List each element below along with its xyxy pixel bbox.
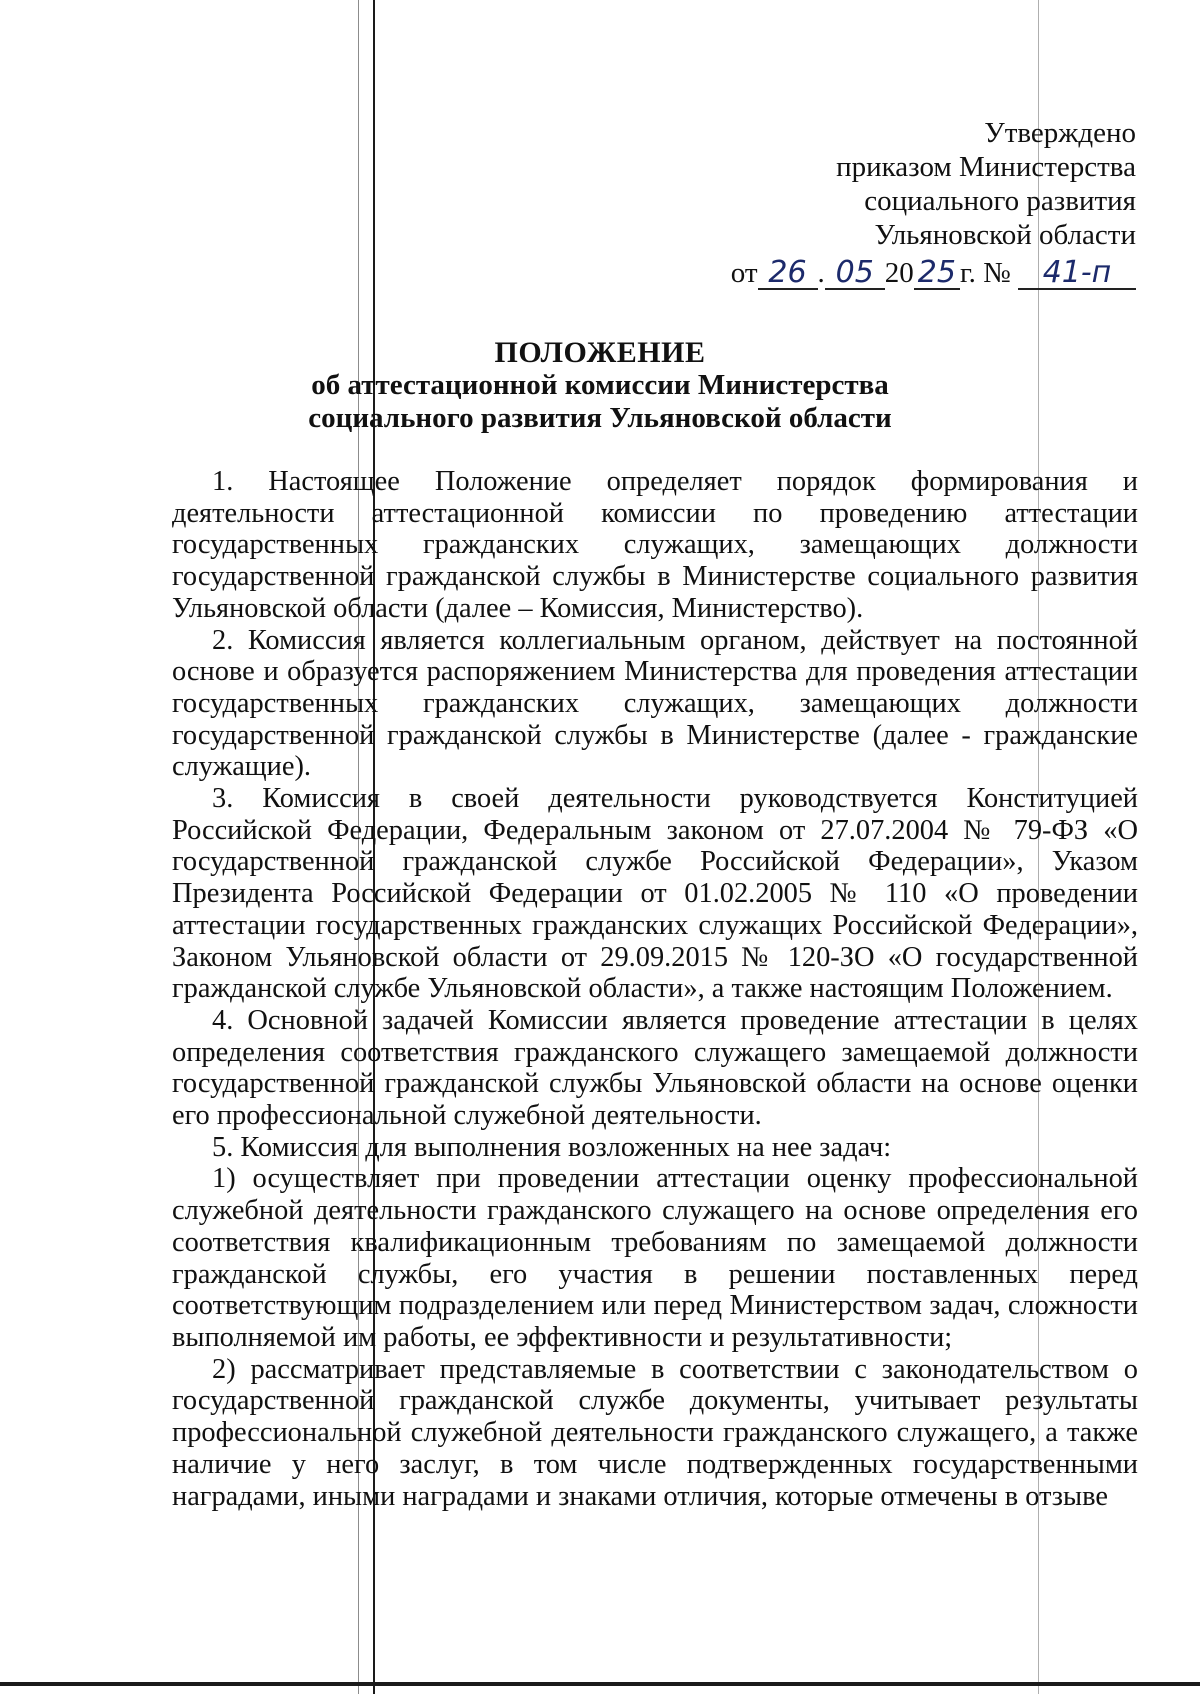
approval-line: Утверждено: [984, 117, 1136, 149]
number-label: №: [983, 257, 1011, 289]
approval-stamp-block: [731, 116, 1136, 290]
document-title: [0, 336, 1200, 435]
paragraph: 3. Комиссия в своей деятельности руководствуется Конституцией Российской Федерации, Федеральным законом от 27.07.2004 № 79-ФЗ «О государственной гражданской службе Российской Федерации», Указом Президента Российской Федерации от 01.02.2005 № 110 «О проведении аттестации государственных гражданских служащих Российской Федерации», Законом Ульяновской области от 29.09.2015 № 120-ЗО «О государственной гражданской службе Ульяновской области», а также настоящим Положением.: [172, 783, 1138, 1005]
scan-artifact-edge: [0, 1682, 1200, 1686]
approval-line: социального развития: [864, 185, 1136, 217]
date-century: 20: [884, 257, 914, 289]
handwritten-month: 05: [825, 258, 885, 290]
paragraph: 4. Основной задачей Комиссии является проведение аттестации в целях определения соответствия гражданского служащего замещаемой должности государственной гражданской службы Ульяновской области на основе оценки его профессиональной служебной деятельности.: [172, 1004, 1138, 1132]
paragraph: 2. Комиссия является коллегиальным органом, действует на постоянной основе и образуется распоряжением Министерства для проведения аттестации государственных гражданских служащих, замещающих должности государственной гражданской службы в Министерстве (далее - гражданские служащие).: [172, 624, 1138, 783]
handwritten-number: 41-п: [1018, 258, 1136, 290]
paragraph: 1. Настоящее Положение определяет порядок формирования и деятельности аттестационной комиссии по проведению аттестации государственных гражданских служащих, замещающих должности государственной гражданской службы в Министерстве социального развития Ульяновской области (далее – Комиссия, Министерство).: [172, 466, 1138, 624]
handwritten-year: 25: [914, 258, 960, 290]
title-subtitle: об аттестационной комиссии Министерства: [311, 369, 889, 401]
handwritten-day: 26: [758, 258, 818, 290]
title-main: ПОЛОЖЕНИЕ: [494, 336, 706, 369]
list-item: 1) осуществляет при проведении аттестации оценку профессиональной служебной деятельности гражданского служащего на основе определения его соответствия квалификационным требованиям по замещаемой должности гражданской службы, его участия в решении поставленных перед соответствующим подразделением или перед Министерством задач, сложности выполняемой им работы, ее эффективности и результативности;: [172, 1163, 1138, 1353]
date-prefix: от: [730, 257, 758, 289]
date-year-suffix: г.: [959, 257, 976, 289]
paragraph: 5. Комиссия для выполнения возложенных на нее задач:: [212, 1131, 892, 1163]
list-item: 2) рассматривает представляемые в соответствии с законодательством о государственной гражданской службе документы, учитывает результаты профессиональной служебной деятельности гражданского служащего, а также наличие у него заслуг, в том числе подтвержденных государственными наградами, иными наградами и знаками отличия, которые отмечены в отзыве: [172, 1353, 1138, 1512]
approval-line: Ульяновской области: [874, 219, 1136, 251]
title-subtitle: социального развития Ульяновской области: [308, 402, 892, 434]
document-body: [172, 466, 1138, 1512]
approval-line: приказом Министерства: [836, 151, 1136, 183]
approval-date-line: от 26 . 05 20 25 г. № 41-п: [731, 256, 1136, 290]
